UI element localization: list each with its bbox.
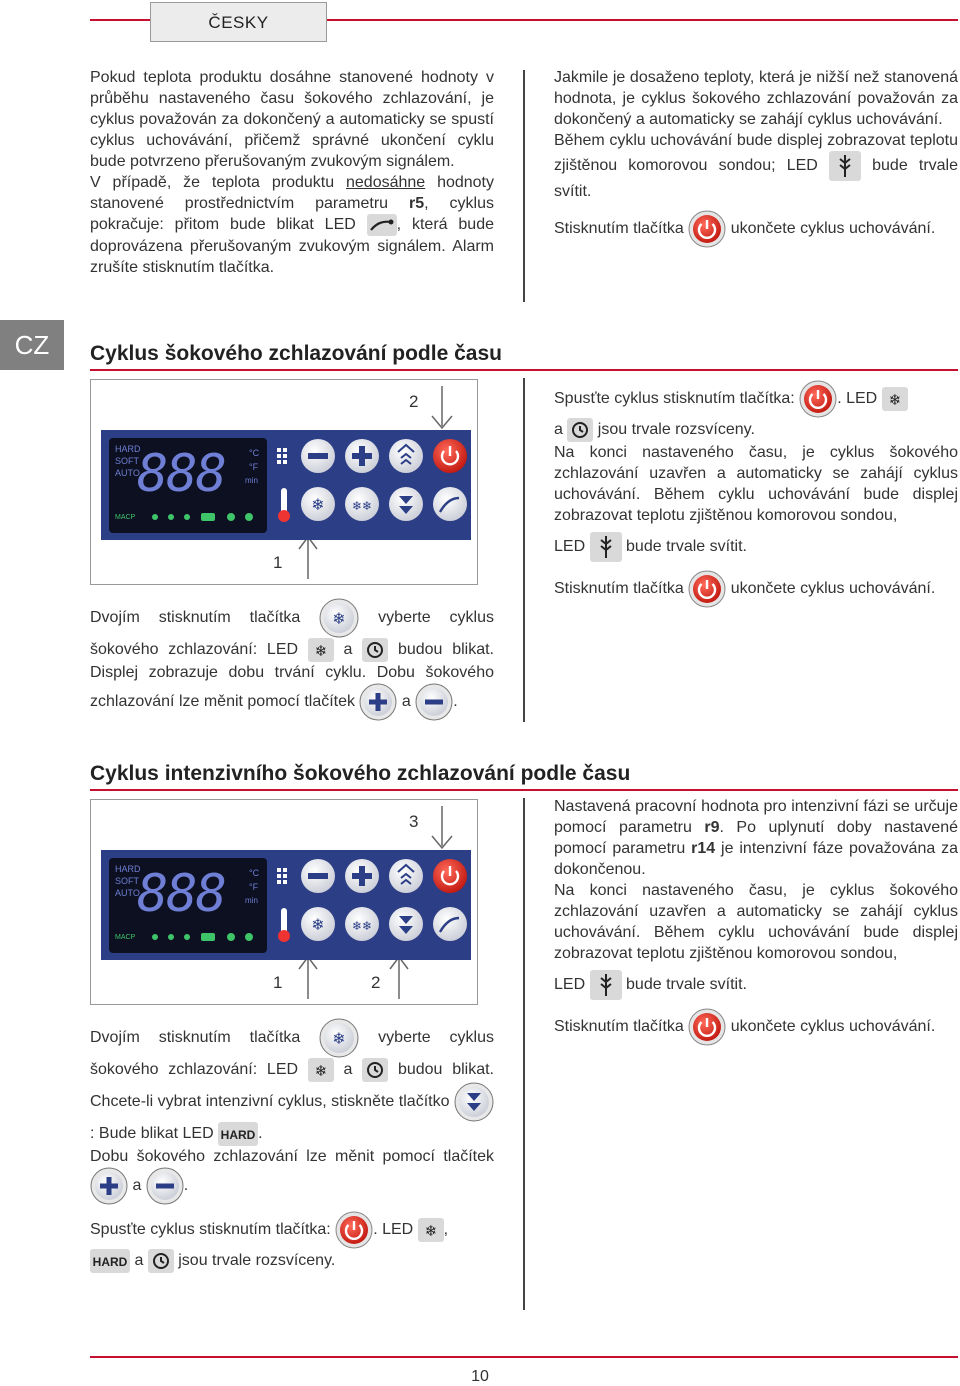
intro-right-p3 [554,210,958,248]
section2-callout-arrow-1 [296,955,320,999]
section2-left-d: budou blikat. Chcete-li vybrat intenzivní cyklus, stiskněte tlačítko [90,1061,495,1111]
panel-plus-button [345,859,379,893]
section2-left-text [90,1018,494,1273]
intro-left-p1: Pokud teplota produktu dosáhne stanovené hodnoty v průběhu nastaveného času šokového zchlazování, je cyklus považován za dokončený a automaticky se spustí cyklus uchovávání, přičemž správné ukončení cyklu bude potvrzeno přerušovaným zvukovým signálem. [90,69,494,170]
svg-text:❄: ❄ [424,1222,437,1240]
probe-alarm-icon [367,214,397,236]
section2-right-a2: . Po uplynutí doby nastavené pomocí parametru [554,819,958,857]
section1-callout-2: 2 [409,392,419,411]
section2-callout-arrow-top [426,806,458,850]
section1-right-f: LED [554,538,590,556]
panel-power-button [433,859,467,893]
svg-text:❄: ❄ [332,609,346,628]
hard-led-label: HARD [220,1128,256,1142]
intro-right-p3a: Stisknutím tlačítka [554,220,689,238]
panel-probe-button [433,907,467,941]
panel-defrost-button [389,439,423,473]
section1-left-e: a [397,693,416,711]
panel-hard-chill-button [345,487,379,521]
section2-left-p2 [90,1146,494,1205]
down-button-icon [454,1082,494,1122]
hard-led-icon [90,1249,130,1273]
panel-led-auto: AUTO [115,468,140,478]
panel-minus-button [301,859,335,893]
intro-left-p2c: , cyklus pokračuje: přitom bude blikat LED [90,195,494,234]
section2-callout-arrow-2 [387,955,411,999]
panel-digits: 888 [137,864,225,924]
panel-soft-chill-button [301,487,335,521]
clock-led-icon [362,1058,388,1082]
section1-panel-figure [90,379,478,585]
intro-left-underline: nedosáhne [346,174,426,191]
control-panel-display [109,858,267,953]
panel-status-led-row [149,510,259,524]
section1-right-i: ukončete cyklus uchovávání. [726,580,936,598]
panel-power-button [433,439,467,473]
section2-right-c: LED [554,976,590,994]
section1-right-a: Spusťte cyklus stisknutím tlačítka: [554,390,800,408]
svg-text:❄: ❄ [311,915,325,934]
svg-text:❄❄: ❄❄ [351,919,373,933]
panel-keypad-icon [277,868,287,884]
section2-right-p4 [554,1008,958,1046]
footer-rule [90,1356,958,1358]
storage-led-icon [829,151,861,181]
section2-left-k: . LED [373,1221,418,1239]
svg-text:❄: ❄ [311,495,325,514]
panel-thermometer-icon [278,908,290,942]
clock-led-icon [148,1249,174,1273]
section2-callout-3: 3 [409,812,419,831]
intro-right-p2a: Během cyklu uchovávání bude displej zobrazovat teplotu zjištěnou komorovou sondou; LED [554,132,958,175]
section1-left-paragraph [90,598,494,721]
section2-right-text [554,796,958,1046]
panel-status-led-row [149,930,259,944]
section2-divider [523,798,525,1310]
section1-right-c: a [554,421,568,439]
section1-left-c: a [333,641,363,659]
section2-callout-1: 1 [273,973,283,992]
panel-led-hard: HARD [115,864,141,874]
intro-left-p2a: V případě, že teplota produktu [90,174,346,191]
section2-right-a3: je intenzivní fáze považována za dokončenou. [554,840,959,878]
panel-thermometer-icon [278,488,290,522]
panel-probe-button [433,487,467,521]
panel-unit-min: min [245,476,258,485]
panel-hard-chill-button [345,907,379,941]
chill-led-icon [308,1058,334,1082]
panel-led-auto: AUTO [115,888,140,898]
clock-led-icon [362,638,388,662]
panel-minus-button [301,439,335,473]
section2-rule [90,789,958,791]
intro-right-text [554,67,958,248]
soft-chill-button-icon [319,598,359,638]
section1-left-text [90,598,494,721]
section2-param-r14: r14 [691,840,716,857]
chill-led-icon [418,1218,444,1242]
section2-left-c: a [333,1061,363,1079]
power-button-icon [688,1008,726,1046]
intro-left-p2b: hodnoty stanovené prostřednictvím parametru [90,174,495,212]
section1-right-h: Stisknutím tlačítka [554,580,689,598]
minus-button-icon [146,1167,184,1205]
header-rule-right [325,19,958,21]
storage-led-icon [590,532,622,562]
clock-led-icon [567,418,593,442]
section2-left-p1 [90,1018,494,1146]
section1-right-b: . LED [837,390,882,408]
section2-left-i: . [183,1177,189,1195]
panel-unit-c: °C [249,448,260,458]
panel-defrost-button [389,859,423,893]
panel-unit-f: °F [249,882,259,892]
section1-right-g: bude trvale svítit. [621,538,747,556]
control-panel-display [109,438,267,533]
power-button-icon [688,570,726,608]
panel-plus-button [345,439,379,473]
section2-right-p1 [554,796,958,880]
svg-text:❄: ❄ [888,391,901,409]
section2-left-p3 [90,1211,494,1273]
section2-left-g: Dobu šokového zchlazování lze měnit pomocí tlačítek [90,1148,494,1165]
soft-chill-button-icon [319,1018,359,1058]
intro-left-p2d: , která bude doprovázena přerušovaným zvukovým signálem. Alarm zrušíte stisknutím tlačítka. [90,216,495,276]
chill-led-icon [882,387,908,411]
panel-digits: 888 [137,444,225,504]
panel-led-bottom: MACP [115,514,136,521]
minus-button-icon [415,683,453,721]
section1-title: Cyklus šokového zchlazování podle času [90,342,502,365]
section1-left-a: Dvojím stisknutím tlačítka [90,609,320,627]
panel-down-button [389,487,423,521]
chill-led-icon [308,638,334,662]
plus-button-icon [359,683,397,721]
section1-divider [523,378,525,722]
section2-left-n: jsou trvale rozsvíceny. [173,1252,336,1270]
header-rule-left [90,19,150,21]
section2-left-b: vyberte cyklus šokového zchlazování: LED [90,1029,495,1079]
intro-right-p2b: bude trvale svítit. [554,157,959,200]
panel-led-hard: HARD [115,444,141,454]
section1-right-e: Na konci nastaveného času, je cyklus šokového zchlazování uzavřen a automaticky se zahájí cyklus uchovávání. Během cyklu uchovávání bude displej zobrazovat teplotu zjištěnou komorovou sondou, [554,444,958,524]
language-label: ČESKY [150,2,327,42]
panel-soft-chill-button [301,907,335,941]
section2-left-l: , [443,1221,449,1239]
top-column-divider [523,70,525,302]
section1-right-p1 [554,380,958,442]
start-power-button-icon [335,1211,373,1249]
svg-text:❄: ❄ [314,1062,328,1080]
panel-button-grid [273,436,469,536]
panel-unit-c: °C [249,868,260,878]
plus-button-icon [90,1167,128,1205]
control-panel [101,430,471,540]
svg-text:❄: ❄ [332,1029,346,1048]
control-panel [101,850,471,960]
power-button-icon [688,210,726,248]
panel-down-button [389,907,423,941]
section2-title: Cyklus intenzivního šokového zchlazování podle času [90,762,631,785]
section2-right-e: Stisknutím tlačítka [554,1018,689,1036]
intro-left-p2 [90,172,494,278]
hard-led-icon [218,1122,258,1146]
section1-right-p4 [554,570,958,608]
intro-right-p3b: ukončete cyklus uchovávání. [726,220,936,238]
section2-right-d: bude trvale svítit. [621,976,747,994]
panel-unit-f: °F [249,462,259,472]
intro-left-text [90,67,494,278]
start-power-button-icon [799,380,837,418]
panel-led-soft: SOFT [115,456,139,466]
section2-left-a: Dvojím stisknutím tlačítka [90,1029,320,1047]
section1-rule [90,369,958,371]
section2-right-b: Na konci nastaveného času, je cyklus šokového zchlazování uzavřen a automaticky se zahájí cyklus uchovávání. Během cyklu uchovávání bude displej zobrazovat teplotu zjištěnou komorovou sondou, [554,882,958,962]
language-side-tab: CZ [0,320,64,370]
section1-callout-1: 1 [273,553,283,572]
storage-led-icon [590,970,622,1000]
section2-right-p3 [554,970,958,1000]
intro-left-param: r5 [409,195,425,212]
page-number: 10 [471,1368,489,1385]
svg-text:❄: ❄ [314,642,328,660]
section2-left-j: Spusťte cyklus stisknutím tlačítka: [90,1221,336,1239]
section2-left-f: . [258,1125,263,1143]
section1-left-b: vyberte cyklus šokového zchlazování: LED [90,609,495,659]
section2-right-a1: Nastavená pracovní hodnota pro intenzivní fázi se určuje pomocí parametru [554,798,958,836]
intro-right-p2 [554,130,958,202]
section1-right-p3 [554,532,958,562]
section2-left-m: a [130,1252,148,1270]
section2-panel-figure [90,799,478,1005]
panel-led-bottom: MACP [115,934,136,941]
section2-left-h: a [128,1177,146,1195]
section1-left-f: . [453,693,458,711]
section1-callout-arrow-top [426,386,458,430]
section2-right-f: ukončete cyklus uchovávání. [726,1018,936,1036]
panel-button-grid [273,856,469,956]
panel-led-soft: SOFT [115,876,139,886]
intro-right-p1: Jakmile je dosaženo teploty, která je nižší než stanovená hodnota, je cyklus šokového zchlazování považován za dokončený a automaticky se zahájí cyklus uchovávání. [554,69,958,128]
section1-right-d: jsou trvale rozsvíceny. [593,421,755,439]
section2-callout-2: 2 [371,973,381,992]
panel-unit-min: min [245,896,258,905]
section2-param-r9: r9 [704,819,720,836]
section1-right-text [554,380,958,608]
hard-led-label: HARD [92,1255,128,1269]
section1-left-d: budou blikat. Displej zobrazuje dobu trvání cyklu. Dobu šokového zchlazování lze měnit pomocí tlačítek [90,641,495,711]
section1-callout-arrow-bottom [296,535,320,579]
section2-left-e: : Bude blikat LED [90,1125,219,1143]
panel-keypad-icon [275,446,293,464]
svg-text:❄❄: ❄❄ [351,499,373,513]
